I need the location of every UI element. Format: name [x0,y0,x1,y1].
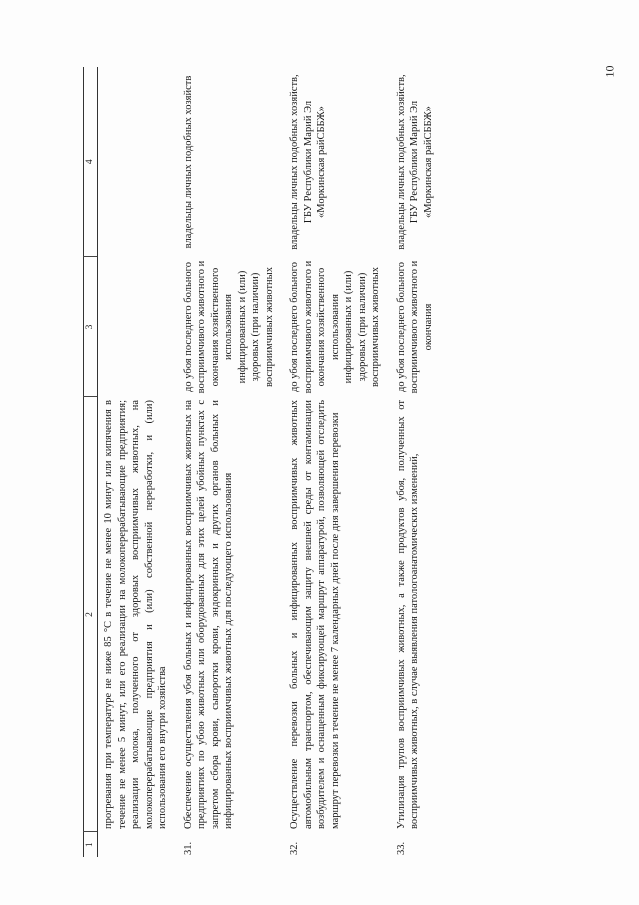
header-col-2: 2 [84,397,98,832]
row-spacer [276,67,288,857]
row-number [98,832,170,857]
table-row [98,67,170,857]
row-number: 33. [395,841,407,855]
table-row [288,67,383,857]
measure-description: Обеспечение осуществления убоя больных и инфицированных восприимчивых животных на предприятиях по убою животных или оборудованных для этих целей убойных пунктах с запретом сбора крови, сыворотки крови, эндокринных и других органов больных и инфицированных восприимчивых животных для последующего использования [182,400,234,829]
header-col-4: 4 [84,67,98,257]
measure-term: до убоя последнего больного восприимчивого животного и окончания [395,260,434,394]
row-number: 31. [182,841,194,855]
table-row [395,67,436,857]
rotated-table-sheet [83,67,623,857]
measures-table [83,67,435,857]
measure-description: Утилизация трупов восприимчивых животных, а также продуктов убоя, полученных от восприимчивых животных, в случае выявления патологоанатомических изменений, [395,400,420,829]
row-spacer [170,67,182,857]
page-number: 10 [602,65,617,78]
measure-responsible: владельцы личных подобных хозяйств [182,75,194,249]
header-col-3: 3 [84,257,98,397]
measure-description: Осуществление перевозки больных и инфицированных восприимчивых животных автомобильным транспортом, обеспечивающим защиту внешней среды от контаминации возбудителем и оснащенным фиксирующей маршрут аппаратурой, позволяющей отследить маршрут перевозки в течение не менее 7 календарных дней после дня завершения перевозки [289,400,341,829]
measure-term [98,257,170,397]
measure-responsible: владельцы личных подобных хозяйств, ГБУ Республики Марий Эл «Моркинская райСББЖ» [395,74,434,250]
table-row [182,67,277,857]
row-number: 32. [289,841,300,855]
row-spacer [383,67,395,857]
header-col-1: 1 [84,832,98,857]
measure-term: до убоя последнего больного восприимчивого животного и окончания хозяйственного использования инфицированных и (или) здоровых (при наличии) восприимчивых животных [289,260,381,394]
measure-responsible: владельцы личных подобных хозяйств, ГБУ Республики Марий Эл «Моркинская райСББЖ» [289,74,327,250]
table-header-row [84,67,98,857]
measure-responsible [98,67,170,257]
measure-term: до убоя последнего больного восприимчивого животного и окончания хозяйственного использования инфицированных и (или) здоровых (при наличии) восприимчивых животных [182,260,275,394]
measure-description: прогревания при температуре не ниже 85 °С в течение не менее 10 минут или кипячения в течение не менее 5 минут, или его реализации на молокоперерабатывающие предприятия; реализации молока, полученного от здоровых восприимчивых животных, на молокоперерабатывающие предприятия и (или) собственной переработки, и (или) использования его внутри хозяйства [103,400,168,829]
